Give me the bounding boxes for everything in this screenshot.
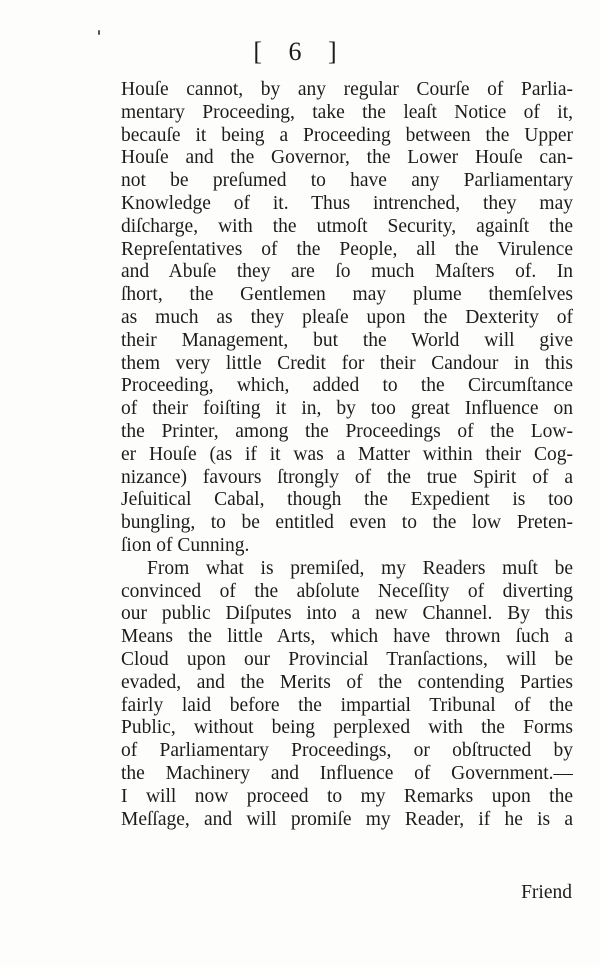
text-line: their Management, but the World will give bbox=[121, 329, 573, 351]
text-line: Knowledge of it. Thus intrenched, they may bbox=[121, 192, 573, 214]
text-line: Houſe and the Governor, the Lower Houſe can- bbox=[121, 147, 573, 169]
text-line: Cloud upon our Provincial Tranſactions, will be bbox=[121, 648, 573, 670]
text-line: Houſe cannot, by any regular Courſe of Parlia- bbox=[121, 79, 573, 100]
text-line: convinced of the abſolute Neceſſity of diverting bbox=[121, 580, 573, 602]
text-line: Public, without being perplexed with the Forms bbox=[121, 717, 573, 739]
text-line: fairly laid before the impartial Tribunal of the bbox=[121, 694, 573, 716]
text-line: and Abuſe they are ſo much Maſters of. In bbox=[121, 261, 573, 283]
page-number: [ 6 ] bbox=[253, 37, 347, 66]
text-line: I will now proceed to my Remarks upon the bbox=[121, 785, 573, 807]
text-line: er Houſe (as if it was a Matter within their Cog- bbox=[121, 443, 573, 465]
text-line: ſhort, the Gentlemen may plume themſelves bbox=[121, 284, 573, 306]
text-line: of Parliamentary Proceedings, or obſtructed by bbox=[121, 740, 573, 762]
body-text bbox=[121, 79, 573, 831]
text-line: diſcharge, with the utmoſt Security, againſt the bbox=[121, 215, 573, 237]
catchword: Friend bbox=[521, 882, 572, 903]
text-line: of their foiſting it in, by too great Influence on bbox=[121, 398, 573, 420]
text-line: becauſe it being a Proceeding between the Upper bbox=[121, 124, 573, 146]
text-line: bungling, to be entitled even to the low Preten- bbox=[121, 512, 573, 534]
text-line: our public Diſputes into a new Channel. By this bbox=[121, 603, 573, 625]
paragraph-end-line: ſion of Cunning. bbox=[121, 534, 250, 556]
text-line: Repreſentatives of the People, all the Virulence bbox=[121, 238, 573, 260]
text-line: evaded, and the Merits of the contending Parties bbox=[121, 671, 573, 693]
text-line: them very little Credit for their Candour in this bbox=[121, 352, 573, 374]
text-line: not be preſumed to have any Parliamentary bbox=[121, 170, 573, 192]
text-line: nizance) favours ſtrongly of the true Spirit of a bbox=[121, 466, 573, 488]
text-line: Proceeding, which, added to the Circumſtance bbox=[121, 375, 573, 397]
text-line: the Printer, among the Proceedings of the Low- bbox=[121, 420, 573, 442]
text-line: Jeſuitical Cabal, though the Expedient is too bbox=[121, 489, 573, 511]
text-line: Meſſage, and will promiſe my Reader, if he is a bbox=[121, 808, 573, 830]
text-line: as much as they pleaſe upon the Dexterity of bbox=[121, 306, 573, 328]
text-line: mentary Proceeding, take the leaſt Notice of it, bbox=[121, 101, 573, 123]
text-line: Means the little Arts, which have thrown ſuch a bbox=[121, 626, 573, 648]
paragraph-start-line: From what is premiſed, my Readers muſt be bbox=[147, 557, 573, 579]
text-line: the Machinery and Influence of Government.— bbox=[121, 762, 573, 784]
